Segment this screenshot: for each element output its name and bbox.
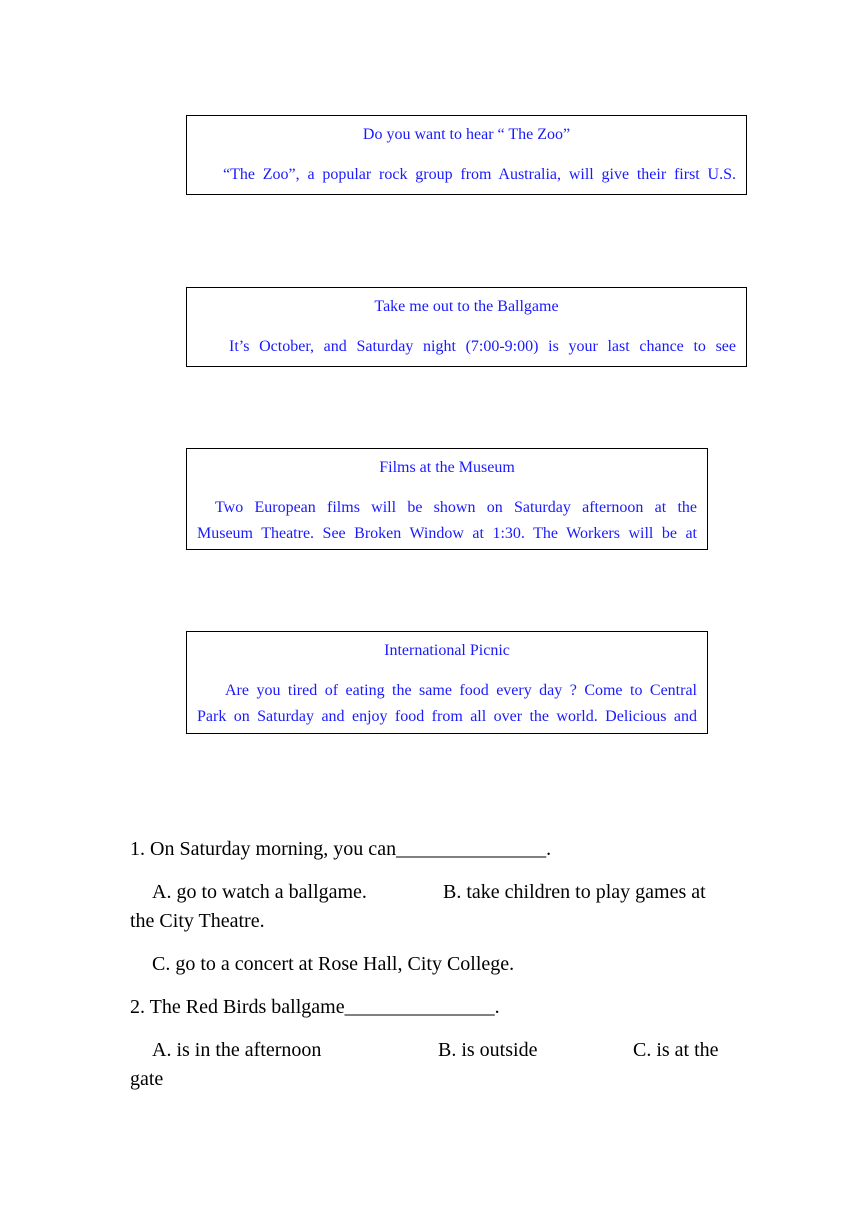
- question-1-option-b: B. take children to play games at: [443, 881, 706, 903]
- question-2-option-a: A. is in the afternoon: [152, 1039, 322, 1061]
- ad-box-zoo: [186, 115, 747, 195]
- ad-text-line: Museum Theatre. See Broken Window at 1:30. The Workers will be at: [197, 525, 697, 542]
- ad-title: Films at the Museum: [379, 459, 515, 476]
- ad-text-line: “The Zoo”, a popular rock group from Australia, will give their first U.S.: [223, 166, 736, 183]
- ad-text-line: Two European films will be shown on Saturday afternoon at the: [215, 499, 697, 516]
- ad-title: Do you want to hear “ The Zoo”: [362, 126, 571, 143]
- ad-box-picnic: [186, 631, 708, 734]
- question-1-option-a: A. go to watch a ballgame.: [152, 881, 367, 903]
- question-1-option-c: C. go to a concert at Rose Hall, City College.: [152, 953, 515, 975]
- ad-box-ballgame: [186, 287, 747, 367]
- question-2-stem: 2. The Red Birds ballgame_______________.: [130, 996, 500, 1018]
- ad-text-line: Park on Saturday and enjoy food from all over the world. Delicious and: [197, 708, 697, 725]
- question-2-option-b: B. is outside: [438, 1039, 538, 1061]
- question-2-option-c-continued: gate: [130, 1068, 164, 1090]
- ad-text-line: It’s October, and Saturday night (7:00-9:00) is your last chance to see: [229, 338, 736, 355]
- ad-box-films: [186, 448, 708, 550]
- question-2-option-c: C. is at the: [633, 1039, 719, 1061]
- ad-text-line: Are you tired of eating the same food every day ? Come to Central: [225, 682, 697, 699]
- ad-title: Take me out to the Ballgame: [374, 298, 559, 315]
- question-1-option-b-continued: the City Theatre.: [130, 910, 265, 932]
- ad-title: International Picnic: [384, 642, 510, 659]
- question-1-stem: 1. On Saturday morning, you can_______________.: [130, 838, 552, 860]
